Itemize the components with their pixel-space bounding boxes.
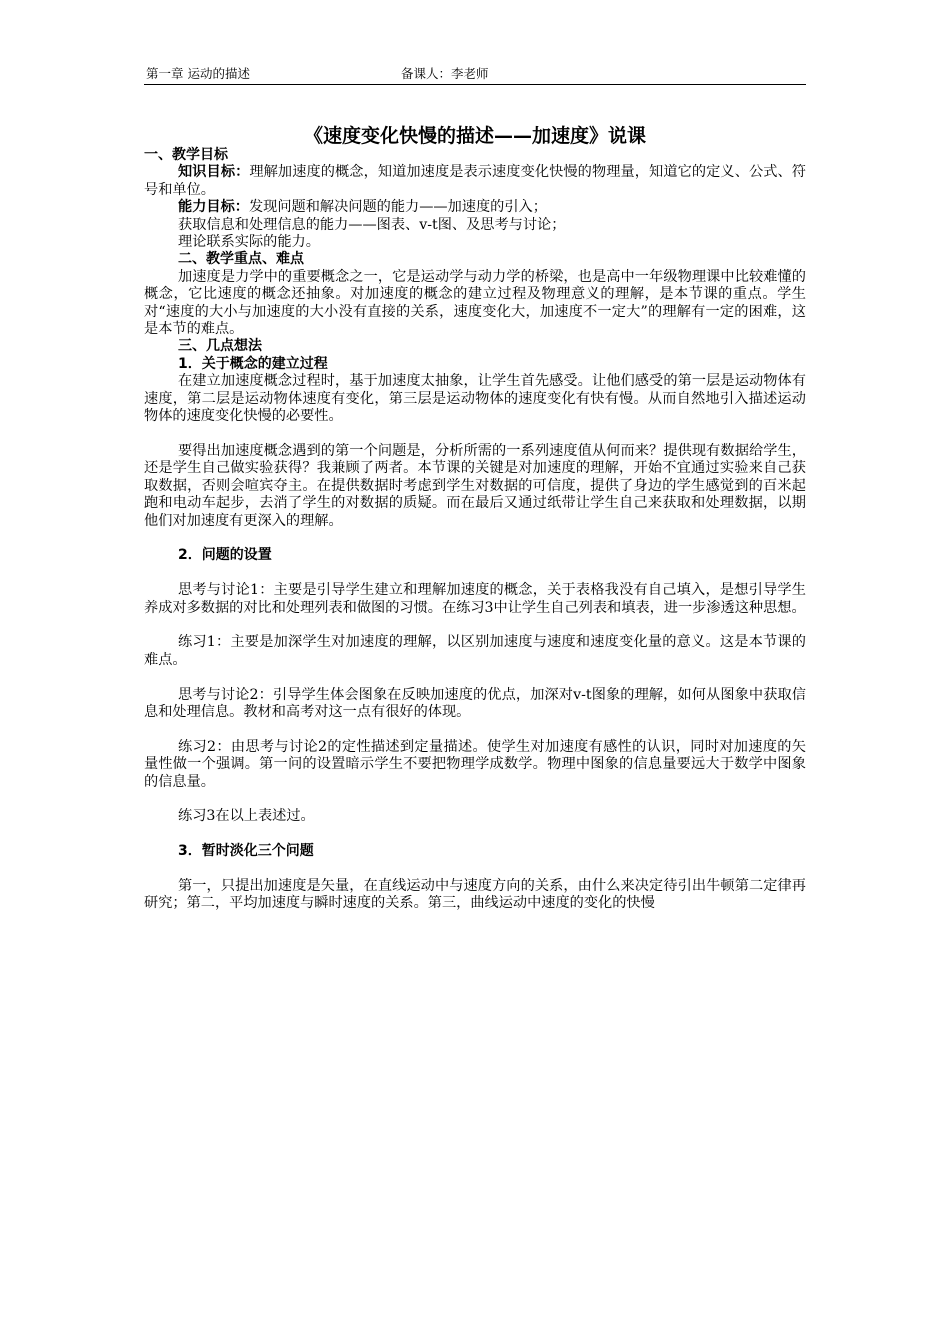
concept-building-paragraph-2: 要得出加速度概念遇到的第一个问题是，分析所需的一系列速度值从何而来？提供现有数据给学生，还是学生自己做实验获得？我兼顾了两者。本节课的关键是对加速度的理解，开始不宜通过实验来自己获取数据，否则会喧宾夺主。在提供数据时考虑到学生对数据的可信度，提供了身边的学生感觉到的百米起跑和电动车起步，去消了学生的对数据的质疑。而在最后又通过纸带让学生自己来获取和处理数据，以期他们对加速度有更深入的理解。 [144, 442, 806, 529]
ability-goal-paragraph [144, 199, 806, 216]
knowledge-goal-label: 知识目标： [178, 164, 250, 181]
document-title: 《速度变化快慢的描述——加速度》说课 [303, 125, 646, 147]
ability-goal-line-3: 理论联系实际的能力。 [178, 234, 320, 251]
concept-building-paragraph-1: 在建立加速度概念过程时，基于加速度太抽象，让学生首先感受。让他们感受的第一层是运动物体有速度，第二层是运动物体速度有变化，第三层是运动物体的速度变化有快有慢。从而自然地引入描述运动物体的速度变化快慢的必要性。 [144, 373, 806, 425]
ability-goal-text: 发现问题和解决问题的能力——加速度的引入； [248, 199, 547, 216]
subheading-question-design: 2．问题的设置 [178, 547, 272, 564]
key-points-paragraph: 加速度是力学中的重要概念之一，它是运动学与动力学的桥梁，也是高中一年级物理课中比较难懂的概念，它比速度的概念还抽象。对加速度的概念的建立过程及物理意义的理解，是本节课的重点。学生对“速度的大小与加速度的大小没有直接的关系，速度变化大，加速度不一定大”的理解有一定的困难，这是本节的难点。 [144, 268, 806, 338]
section-heading-key-points: 二、教学重点、难点 [178, 251, 304, 268]
question-design-paragraph-3: 思考与讨论2：引导学生体会图象在反映加速度的优点，加深对v-t图象的理解，如何从图象中获取信息和处理信息。教材和高考对这一点有很好的体现。 [144, 686, 806, 720]
question-design-paragraph-5: 练习3在以上表述过。 [178, 808, 315, 825]
deemphasized-issues-paragraph: 第一，只提出加速度是矢量，在直线运动中与速度方向的关系，由什么来决定待引出牛顿第二定律再研究；第二，平均加速度与瞬时速度的关系。第三，曲线运动中速度的变化的快慢 [144, 877, 806, 912]
document-body [144, 147, 806, 913]
knowledge-goal-text: 理解加速度的概念，知道加速度是表示速度变化快慢的物理量，知道它的定义、公式、符号和单位。 [144, 164, 806, 198]
subheading-deemphasized-issues: 3．暂时淡化三个问题 [178, 843, 314, 860]
ability-goal-label: 能力目标： [178, 199, 249, 216]
section-heading-teaching-goals: 一、教学目标 [144, 147, 228, 163]
ability-goal-line-2: 获取信息和处理信息的能力——图表、v-t图、及思考与讨论； [178, 216, 566, 233]
question-design-paragraph-4: 练习2：由思考与讨论2的定性描述到定量描述。使学生对加速度有感性的认识，同时对加速度的矢量性做一个强调。第一问的设置暗示学生不要把物理学成数学。物理中图象的信息量要远大于数学中图象的信息量。 [144, 738, 806, 790]
question-design-paragraph-1: 思考与讨论1：主要是引导学生建立和理解加速度的概念，关于表格我没有自己填入，是想引导学生养成对多数据的对比和处理列表和做图的习惯。在练习3中让学生自己列表和填表，进一步渗透这种思想。 [144, 582, 806, 616]
page-header [144, 66, 806, 85]
header-preparer: 备课人：李老师 [401, 66, 489, 81]
question-design-paragraph-2: 练习1：主要是加深学生对加速度的理解，以区别加速度与速度和速度变化量的意义。这是本节课的难点。 [144, 634, 806, 668]
header-chapter: 第一章 运动的描述 [146, 66, 250, 81]
knowledge-goal-paragraph [144, 164, 806, 199]
subheading-concept-building: 1．关于概念的建立过程 [178, 355, 328, 372]
section-heading-ideas: 三、几点想法 [178, 338, 262, 355]
